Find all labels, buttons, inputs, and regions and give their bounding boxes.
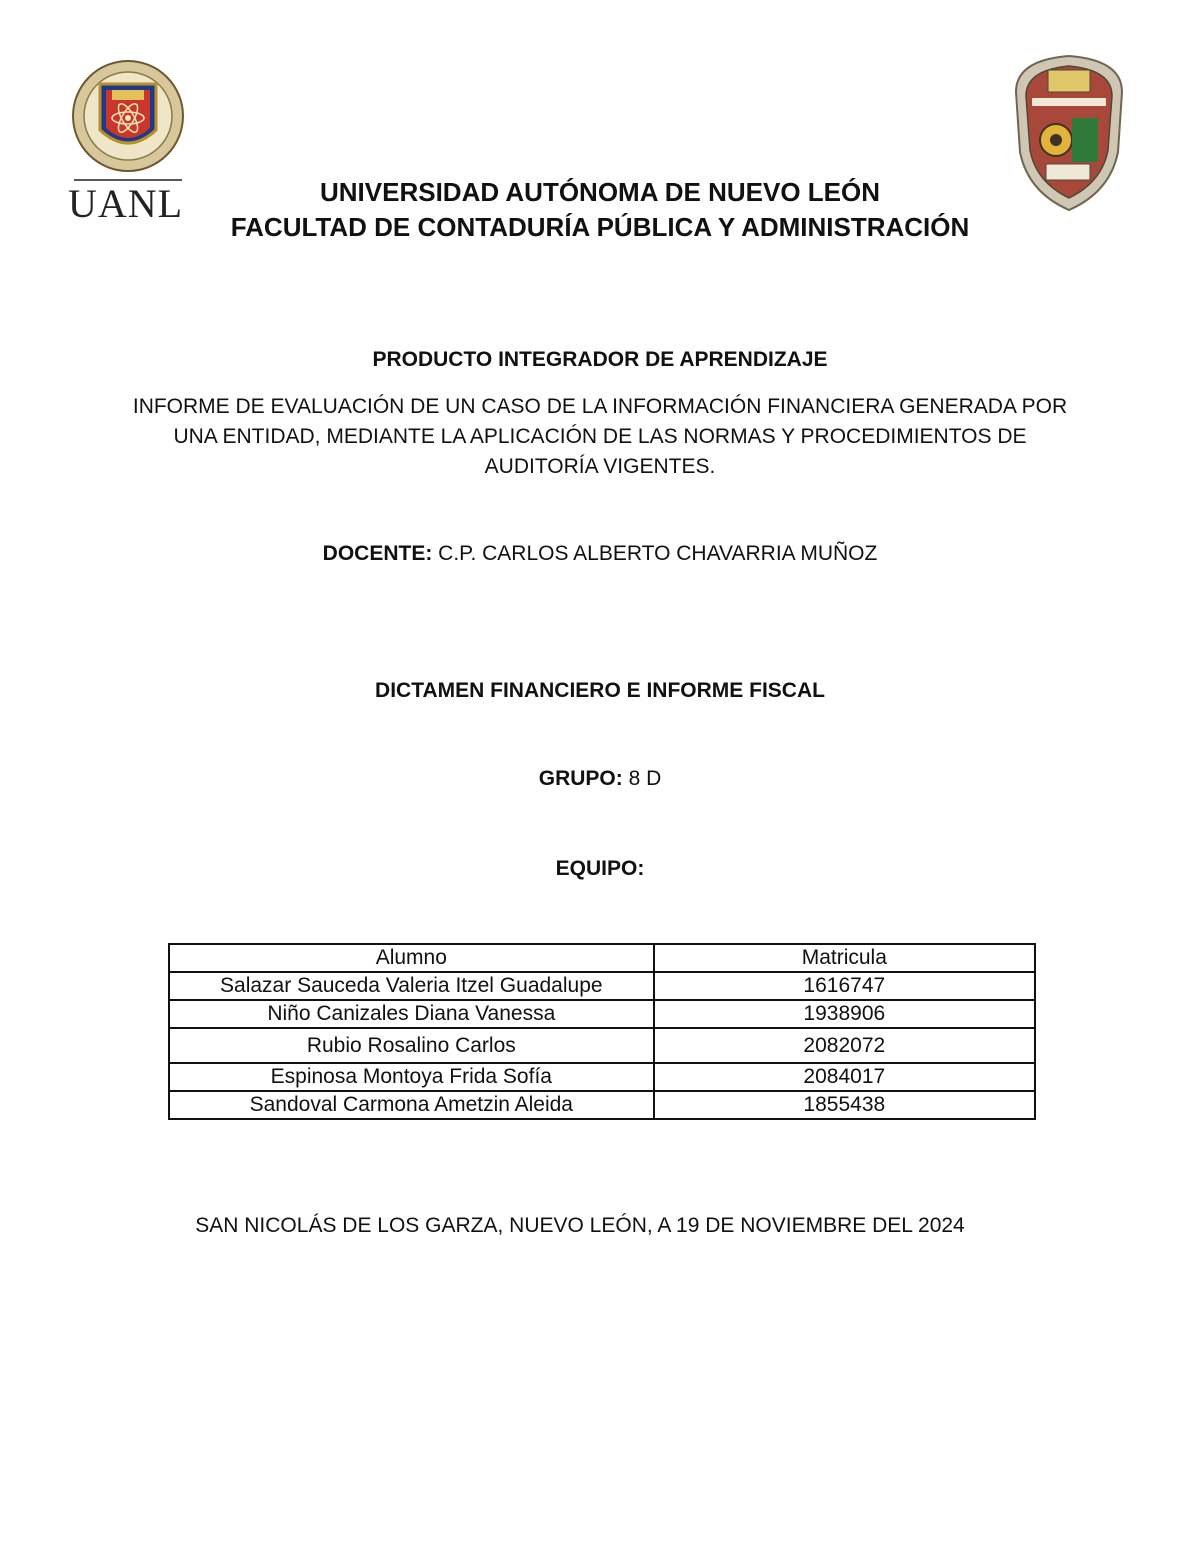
report-description: INFORME DE EVALUACIÓN DE UN CASO DE LA INFORMACIÓN FINANCIERA GENERADA POR UNA ENTIDAD, MEDIANTE LA APLICACIÓN DE LAS NORMAS Y PROCEDIMIENTOS DE AUDITORÍA VIGENTES. bbox=[132, 395, 1068, 478]
grupo-label: GRUPO: bbox=[538, 767, 623, 790]
team-table bbox=[168, 943, 1036, 1120]
product-title: PRODUCTO INTEGRADOR DE APRENDIZAJE bbox=[372, 348, 828, 371]
table-row bbox=[169, 1091, 1035, 1119]
equipo-label: EQUIPO: bbox=[555, 857, 645, 880]
table-row bbox=[169, 1063, 1035, 1091]
table-row bbox=[169, 1028, 1035, 1063]
subject-title: DICTAMEN FINANCIERO E INFORME FISCAL bbox=[375, 679, 825, 702]
university-name: UNIVERSIDAD AUTÓNOMA DE NUEVO LEÓN bbox=[320, 177, 880, 207]
student-name: Rubio Rosalino Carlos bbox=[169, 1028, 654, 1063]
docente-line bbox=[0, 540, 1200, 568]
grupo-line bbox=[0, 765, 1200, 793]
student-name: Salazar Sauceda Valeria Itzel Guadalupe bbox=[169, 972, 654, 1000]
docente-label: DOCENTE: bbox=[322, 542, 433, 565]
place-and-date: SAN NICOLÁS DE LOS GARZA, NUEVO LEÓN, A 19 DE NOVIEMBRE DEL 2024 bbox=[195, 1214, 965, 1237]
table-row bbox=[169, 1000, 1035, 1028]
grupo-value: 8 D bbox=[622, 767, 662, 790]
faculty-name: FACULTAD DE CONTADURÍA PÚBLICA Y ADMINISTRACIÓN bbox=[230, 212, 970, 242]
student-id: 1616747 bbox=[654, 972, 1035, 1000]
student-id: 2084017 bbox=[654, 1063, 1035, 1091]
student-id: 1938906 bbox=[654, 1000, 1035, 1028]
student-id: 2082072 bbox=[654, 1028, 1035, 1063]
table-row bbox=[169, 972, 1035, 1000]
student-id: 1855438 bbox=[654, 1091, 1035, 1119]
column-header-matricula: Matricula bbox=[654, 944, 1035, 972]
student-name: Niño Canizales Diana Vanessa bbox=[169, 1000, 654, 1028]
column-header-alumno: Alumno bbox=[169, 944, 654, 972]
table-header-row bbox=[169, 944, 1035, 972]
uanl-wordmark: UANL bbox=[68, 181, 184, 226]
student-name: Sandoval Carmona Ametzin Aleida bbox=[169, 1091, 654, 1119]
docente-value: C.P. CARLOS ALBERTO CHAVARRIA MUÑOZ bbox=[432, 542, 878, 565]
student-name: Espinosa Montoya Frida Sofía bbox=[169, 1063, 654, 1091]
